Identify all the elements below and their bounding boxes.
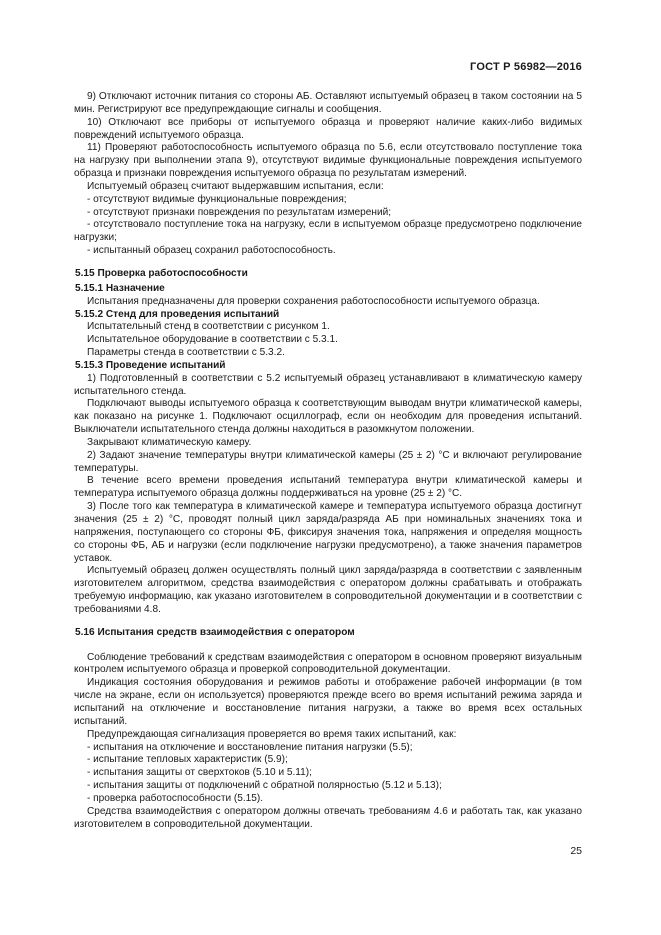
document-body — [74, 91, 582, 831]
list-item: - отсутствовало поступление тока на нагрузку, если в испытуемом образце предусмотрено подключение нагрузки; — [74, 219, 582, 244]
subsection-heading-5-15-3: 5.15.3 Проведение испытаний — [75, 359, 226, 371]
paragraph: Испытания предназначены для проверки сохранения работоспособности испытуемого образца. — [87, 295, 540, 307]
paragraph-step-11: 11) Проверяют работоспособность испытуемого образца по 5.6, если отсутствовало поступление тока на нагрузку при выполнении этапа 9), отсутствуют видимые функциональные повреждения испытуемого образца и признаки повреждения испытуемого образца по результатам измерений. — [74, 142, 582, 180]
list-item: - испытания на отключение и восстановление питания нагрузки (5.5); — [87, 741, 413, 753]
paragraph: Предупреждающая сигнализация проверяется во время таких испытаний, как: — [87, 728, 457, 740]
paragraph: Испытуемый образец должен осуществлять полный цикл заряда/разряда в соответствии с заявленным изготовителем алгоритмом, средства взаимодействия с оператором должны срабатывать и отображать требуемую информацию, как указано изготовителем в сопроводительной документации и в соответствии с требованиями 4.8. — [74, 565, 582, 615]
paragraph: Индикация состояния оборудования и режимов работы и отображение рабочей информации (в том числе на экране, если он используется) проверяются прежде всего во время испытаний режима заряда и испытаний на отключение и восстановление питания нагрузки, а также во время всех остальных испытаний. — [74, 677, 582, 727]
paragraph-step-2: 2) Задают значение температуры внутри климатической камеры (25 ± 2) °С и включают регулирование температуры. — [74, 449, 582, 474]
paragraph-step-10: 10) Отключают все приборы от испытуемого образца и проверяют наличие каких-либо видимых повреждений испытуемого образца. — [74, 116, 582, 141]
paragraph: Соблюдение требований к средствам взаимодействия с оператором в основном проверяют визуальным контролем испытуемого образца и проверкой сопроводительной документации. — [74, 651, 582, 676]
paragraph-step-9: 9) Отключают источник питания со стороны АБ. Оставляют испытуемый образец в таком состоянии на 5 мин. Регистрируют все предупреждающие сигналы и сообщения. — [74, 91, 582, 115]
list-item: - испытание тепловых характеристик (5.9); — [87, 754, 288, 766]
section-heading-5-15: 5.15 Проверка работоспособности — [75, 267, 248, 279]
list-item: - испытания защиты от сверхтоков (5.10 и 5.11); — [87, 767, 312, 779]
paragraph: Средства взаимодействия с оператором должны отвечать требованиям 4.6 и работать так, как указано изготовителем в сопроводительной документации. — [74, 805, 582, 830]
paragraph: Испытательный стенд в соответствии с рисунком 1. — [87, 321, 330, 333]
paragraph-step-1: 1) Подготовленный в соответствии с 5.2 испытуемый образец устанавливают в климатическую камеру испытательного стенда. — [74, 372, 582, 397]
list-item: - проверка работоспособности (5.15). — [87, 792, 264, 804]
list-item: - отсутствуют признаки повреждения по результатам измерений; — [87, 206, 392, 218]
paragraph: Испытательное оборудование в соответствии с 5.3.1. — [87, 334, 338, 346]
paragraph: Закрывают климатическую камеру. — [87, 436, 252, 448]
paragraph-step-3: 3) После того как температура в климатической камере и температура испытуемого образца достигнут значения (25 ± 2) °С, проводят полный цикл заряда/разряда АБ при номинальных значениях тока и напряжения, поступающего со стороны ФБ, фиксируя значения тока, напряжения и определяя мощность со стороны ФБ, АБ и нагрузки (если подключение нагрузки предусмотрено), а также значения параметров уставок. — [74, 501, 582, 564]
list-item: - отсутствуют видимые функциональные повреждения; — [87, 193, 347, 205]
paragraph: Параметры стенда в соответствии с 5.3.2. — [87, 347, 285, 359]
list-item: - испытанный образец сохранил работоспособность. — [87, 245, 336, 257]
subsection-heading-5-15-2: 5.15.2 Стенд для проведения испытаний — [75, 308, 280, 320]
list-item: - испытания защиты от подключений с обратной полярностью (5.12 и 5.13); — [87, 780, 442, 792]
paragraph-pass-criteria: Испытуемый образец считают выдержавшим испытания, если: — [87, 180, 384, 192]
document-code-header: ГОСТ Р 56982—2016 — [470, 61, 582, 73]
paragraph: Подключают выводы испытуемого образца к соответствующим выводам внутри климатической камеры, как показано на рисунке 1. Подключают осциллограф, если он необходим для проведения испытаний. Выключатели испытательного стенда должны находиться в разомкнутом положении. — [74, 398, 582, 436]
subsection-heading-5-15-1: 5.15.1 Назначение — [75, 282, 165, 294]
section-heading-5-16: 5.16 Испытания средств взаимодействия с оператором — [75, 626, 355, 638]
paragraph: В течение всего времени проведения испытаний температура внутри климатической камеры и температура испытуемого образца должны поддерживаться на уровне (25 ± 2) °С. — [74, 475, 582, 500]
page-number: 25 — [570, 845, 582, 857]
